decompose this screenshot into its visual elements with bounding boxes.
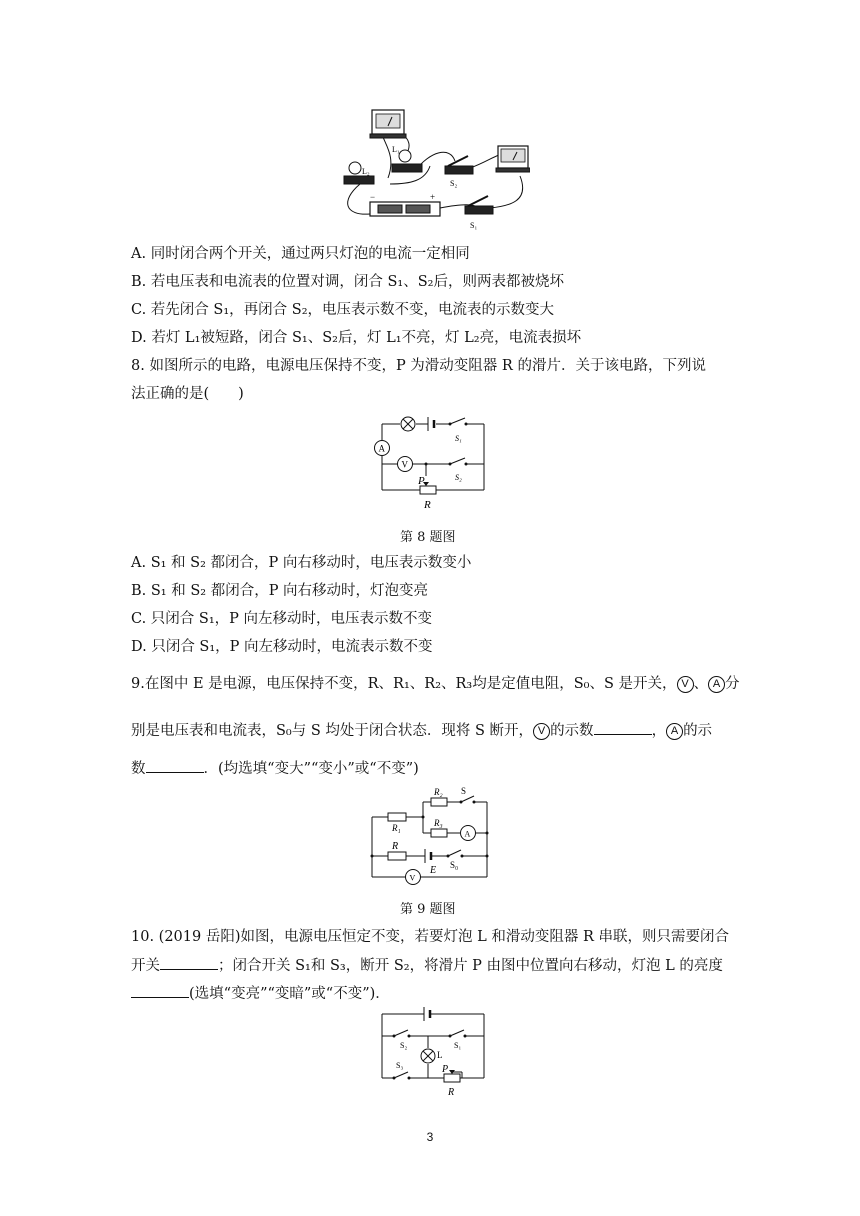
voltmeter-symbol: V [533,723,550,740]
resistor-r [388,852,406,860]
resistor-r3 [431,829,447,837]
label-r: R [448,1087,455,1098]
voltmeter-label: V [409,873,416,883]
label-s3: S₃ [396,1061,404,1070]
lamp-l [421,1049,435,1063]
switch-s2 [445,156,473,174]
label-s0: S₀ [450,860,459,870]
ammeter-label: A [464,829,471,839]
q7-option-d: D. 若灯 L₁被短路，闭合 S₁、S₂后，灯 L₁不亮，灯 L₂亮，电流表损坏 [131,330,582,346]
resistor-r1 [388,813,406,821]
q8-stem-line1: 8. 如图所示的电路，电源电压保持不变，P 为滑动变阻器 R 的滑片．关于该电路，下列说 [131,358,706,374]
answer-blank-3[interactable] [160,955,218,970]
q7-option-b: B. 若电压表和电流表的位置对调，闭合 S₁、S₂后，则两表都被烧坏 [131,274,564,290]
meter-right [496,146,530,172]
q10-stem-line2: 开关 ；闭合开关 S₁和 S₃，断开 S₂，将滑片 P 由图中位置向右移动，灯泡 L 的亮度 [131,955,723,976]
label-s2: S₂ [450,179,458,188]
label-s1: S₁ [470,221,478,230]
resistor-r2 [431,798,447,806]
label-plus: + [430,192,436,202]
label-r3: R₃ [434,818,443,828]
q7-apparatus-figure [330,106,530,236]
label-r: R [392,841,399,852]
q10-circuit-diagram [378,1006,490,1098]
meter-top [370,110,406,138]
label-r: R [424,499,431,511]
rheostat-r [444,1074,460,1082]
q8-caption: 第 8 题图 [400,530,456,545]
q9-stem-line2: 别是电压表和电流表，S₀与 S 均处于闭合状态．现将 S 断开， V 的示数 ， A 的示 [131,720,712,741]
ammeter-symbol: A [708,676,725,693]
label-r2: R₂ [434,787,443,797]
label-s2: S₂ [455,473,462,482]
voltmeter-symbol: V [677,676,694,693]
rheostat [420,486,436,494]
q9-stem-line3: 数 ．(均选填“变大”“变小”或“不变”) [131,758,419,779]
q9-stem-line1: 9.在图中 E 是电源，电压保持不变，R、R₁、R₂、R₃均是定值电阻，S₀、S 是开关， V 、 A 分 [131,676,740,692]
label-l2: L₂ [362,167,370,176]
q7-option-a: A. 同时闭合两个开关，通过两只灯泡的电流一定相同 [131,246,470,262]
lamp [401,417,415,431]
q8-option-d: D. 只闭合 S₁，P 向左移动时，电流表示数不变 [131,639,433,655]
label-l: L [437,1050,443,1060]
q10-stem-line1: 10. (2019 岳阳)如图，电源电压恒定不变，若要灯泡 L 和滑动变阻器 R 串联，则只需要闭合 [131,929,729,945]
label-s1: S₁ [455,434,462,443]
q8-option-b: B. S₁ 和 S₂ 都闭合，P 向右移动时，灯泡变亮 [131,583,429,599]
answer-blank-2[interactable] [146,758,204,773]
q8-circuit-diagram [370,414,490,514]
q10-stem-line3: (选填“变亮”“变暗”或“不变”)． [131,983,390,1004]
ammeter-symbol: A [666,723,683,740]
ammeter-label: A [378,443,385,454]
battery [370,202,440,216]
q7-option-c: C. 若先闭合 S₁，再闭合 S₂，电压表示数不变，电流表的示数变大 [131,302,555,318]
label-p: P [418,475,425,487]
q9-caption: 第 9 题图 [400,902,456,917]
voltmeter-label: V [401,459,408,470]
label-p: P [442,1064,449,1075]
switch-s1 [465,196,493,214]
label-l1: L₁ [392,145,400,154]
q8-stem-line2: 法正确的是( ) [131,386,244,402]
q9-circuit-diagram [368,785,490,885]
label-e: E [430,865,437,876]
answer-blank-1[interactable] [594,720,652,735]
answer-blank-4[interactable] [131,983,189,998]
label-r1: R₁ [392,823,401,833]
q8-option-a: A. S₁ 和 S₂ 都闭合，P 向右移动时，电压表示数变小 [131,555,472,571]
label-s: S [461,786,467,796]
label-s2: S₂ [400,1041,408,1050]
label-minus: − [370,192,376,202]
label-s1: S₁ [454,1041,462,1050]
page-number: 3 [426,1130,434,1144]
q8-option-c: C. 只闭合 S₁，P 向左移动时，电压表示数不变 [131,611,433,627]
